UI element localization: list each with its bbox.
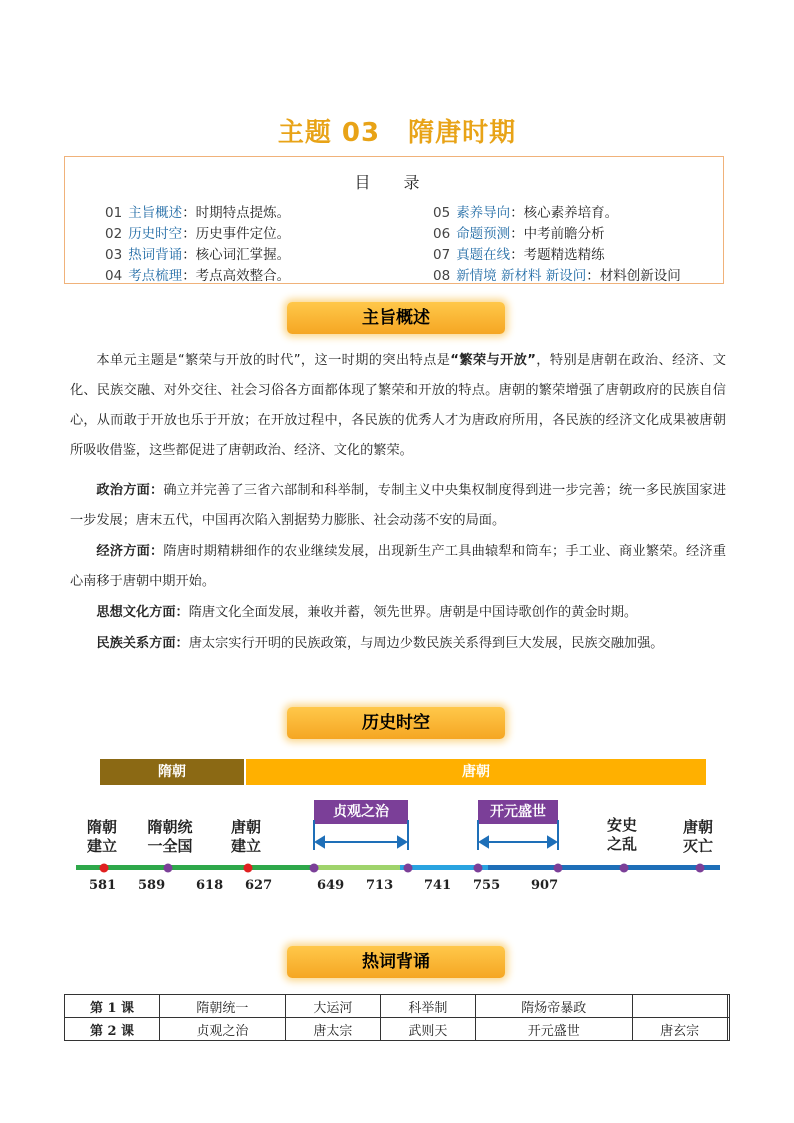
year-label: 755 — [473, 878, 501, 893]
event-sui-founded: 隋朝 建立 — [86, 818, 117, 855]
politics-paragraph: 政治方面：确立并完善了三省六部制和科举制，专制主义中央集权制度得到进一步完善；统一多民族国家进一步发展；唐末五代，中国再次陷入割据势力膨胀、社会动荡不安的局面。 — [70, 483, 727, 528]
lesson-cell: 第 2 课 — [65, 1018, 160, 1041]
toc-item[interactable]: 02 历史时空：历史事件定位。 — [105, 226, 291, 242]
event-tang-founded: 唐朝 建立 — [230, 818, 261, 855]
table-row — [65, 1018, 730, 1041]
event-tang-fall: 唐朝 灭亡 — [682, 818, 713, 855]
toc-item[interactable]: 06 命题预测：中考前瞻分析 — [433, 226, 605, 242]
word-cell: 开元盛世 — [475, 1018, 632, 1041]
word-cell — [727, 1018, 729, 1041]
table-of-contents — [64, 156, 724, 284]
word-cell: 唐太宗 — [285, 1018, 380, 1041]
word-cell — [632, 995, 727, 1018]
year-label: 627 — [245, 878, 273, 893]
timeline-dot — [100, 864, 109, 873]
word-cell: 武则天 — [380, 1018, 475, 1041]
sui-dynasty-bar: 隋朝 — [100, 759, 244, 785]
arrow-left-icon — [480, 837, 488, 847]
arrow-left-icon — [316, 837, 324, 847]
word-cell — [727, 995, 729, 1018]
year-label: 581 — [89, 878, 117, 893]
word-cell: 贞观之治 — [160, 1018, 286, 1041]
period-kaiyuan: 开元盛世 — [478, 800, 558, 824]
hotwords-table — [64, 994, 730, 1041]
timeline-dot — [310, 864, 319, 873]
tang-dynasty-bar: 唐朝 — [246, 759, 706, 785]
toc-item[interactable]: 08 新情境 新材料 新设问：材料创新设问 — [433, 268, 681, 284]
year-label: 618 — [196, 878, 224, 893]
lesson-cell: 第 1 课 — [65, 995, 160, 1018]
toc-item[interactable]: 07 真题在线：考题精选精练 — [433, 247, 605, 263]
word-cell: 大运河 — [285, 995, 380, 1018]
section-header-hotwords: 热词背诵 — [287, 946, 505, 978]
timeline-dot — [554, 864, 563, 873]
toc-right-column — [433, 203, 681, 287]
toc-item[interactable]: 01 主旨概述：时期特点提炼。 — [105, 205, 291, 221]
table-row — [65, 995, 730, 1018]
period-zhenguan: 贞观之治 — [314, 800, 408, 824]
toc-item[interactable]: 04 考点梳理：考点高效整合。 — [105, 268, 291, 284]
year-label: 649 — [317, 878, 345, 893]
axis-segment-dark — [488, 865, 720, 870]
overview-paragraph: 本单元主题是“繁荣与开放的时代”，这一时期的突出特点是“繁荣与开放”，特别是唐朝在政治、经济、文化、民族交融、对外交往、社会习俗各方面都体现了繁荣和开放的特点。唐朝的繁荣增强了唐朝政府的民族自信心，从而敢于开放也乐于开放；在开放过程中，各民族的优秀人才为唐政府所用，各民族的经济文化成果被唐朝所吸收借鉴，这些都促进了唐朝政治、经济、文化的繁荣。 — [70, 353, 726, 458]
timeline-dot — [164, 864, 173, 873]
section-header-overview: 主旨概述 — [287, 302, 505, 334]
word-cell: 科举制 — [380, 995, 475, 1018]
economy-paragraph: 经济方面：隋唐时期精耕细作的农业继续发展，出现新生产工具曲辕犁和筒车；手工业、商业繁荣。经济重心南移于唐朝中期开始。 — [70, 544, 727, 589]
timeline-dot — [696, 864, 705, 873]
event-sui-unification: 隋朝统 一全国 — [147, 818, 193, 855]
year-label: 907 — [531, 878, 559, 893]
arrow-right-icon — [398, 837, 406, 847]
toc-heading: 目 录 — [354, 173, 434, 192]
page-title: 主题 03 隋唐时期 — [277, 118, 517, 148]
toc-item[interactable]: 03 热词背诵：核心词汇掌握。 — [105, 247, 291, 263]
word-cell: 唐玄宗 — [632, 1018, 727, 1041]
word-cell: 隋朝统一 — [160, 995, 286, 1018]
axis-segment-light — [312, 865, 408, 870]
year-label: 741 — [424, 878, 452, 893]
year-label: 713 — [366, 878, 394, 893]
timeline-dot — [244, 864, 253, 873]
culture-paragraph: 思想文化方面：隋唐文化全面发展，兼收并蓄，领先世界。唐朝是中国诗歌创作的黄金时期。 — [96, 605, 638, 620]
arrow-right-icon — [548, 837, 556, 847]
timeline-dot — [474, 864, 483, 873]
ethnic-paragraph: 民族关系方面：唐太宗实行开明的民族政策，与周边少数民族关系得到巨大发展，民族交融加强。 — [96, 636, 664, 651]
toc-item[interactable]: 05 素养导向：核心素养培育。 — [433, 205, 619, 221]
toc-left-column — [105, 203, 290, 287]
section-header-timeline: 历史时空 — [287, 707, 505, 739]
year-label: 589 — [138, 878, 166, 893]
timeline-axis — [0, 820, 794, 880]
timeline-dot — [404, 864, 413, 873]
timeline-dot — [620, 864, 629, 873]
event-anshi-rebellion: 安史 之乱 — [606, 816, 637, 853]
word-cell: 隋炀帝暴政 — [475, 995, 632, 1018]
